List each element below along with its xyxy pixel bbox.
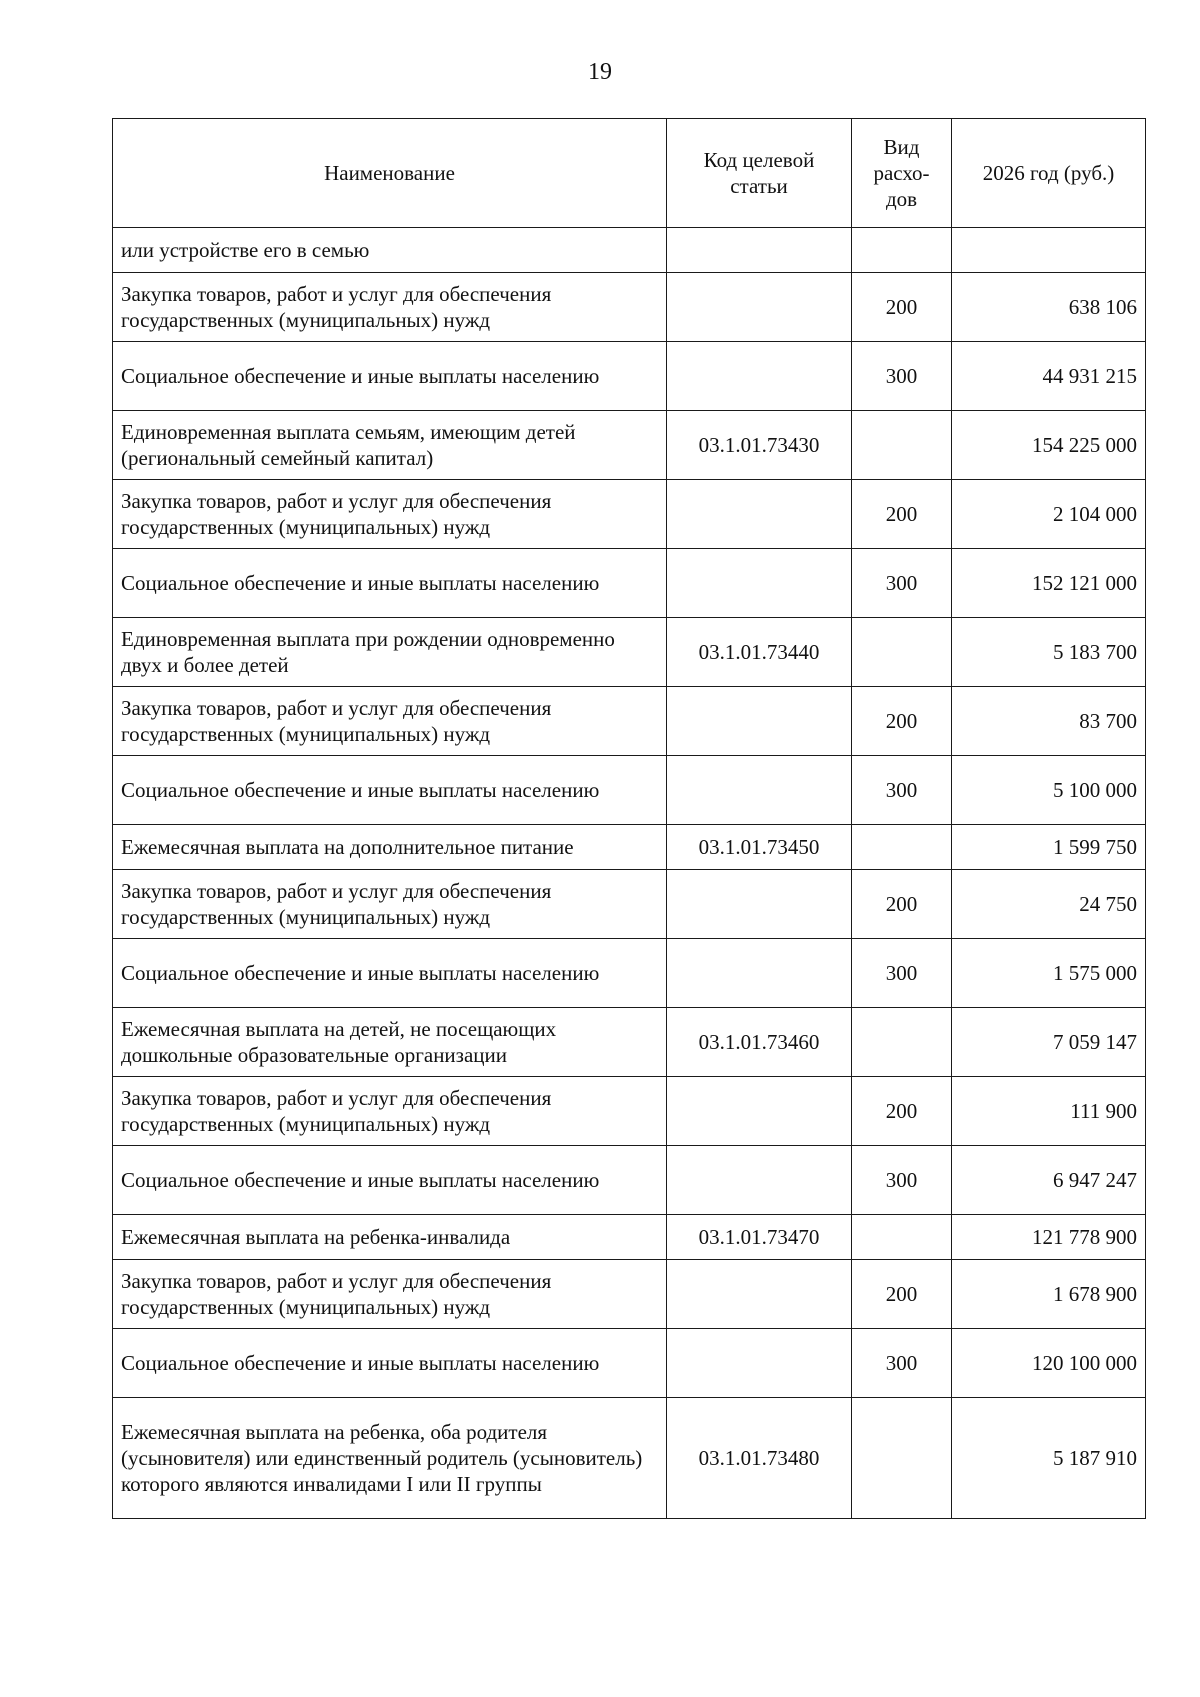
row-kind: 200 — [852, 273, 952, 342]
row-kind: 300 — [852, 1329, 952, 1398]
row-kind — [852, 618, 952, 687]
row-amount: 5 187 910 — [952, 1398, 1146, 1519]
row-code — [667, 480, 852, 549]
row-amount: 7 059 147 — [952, 1008, 1146, 1077]
row-amount: 44 931 215 — [952, 342, 1146, 411]
row-amount: 121 778 900 — [952, 1215, 1146, 1260]
row-name: Ежемесячная выплата на детей, не посещающих дошкольные образовательные организации — [113, 1008, 667, 1077]
row-amount: 6 947 247 — [952, 1146, 1146, 1215]
row-code: 03.1.01.73470 — [667, 1215, 852, 1260]
row-code — [667, 273, 852, 342]
row-code — [667, 549, 852, 618]
row-name: или устройстве его в семью — [113, 228, 667, 273]
table-row — [113, 1008, 1146, 1077]
row-amount: 638 106 — [952, 273, 1146, 342]
table-row — [113, 687, 1146, 756]
row-kind — [852, 1398, 952, 1519]
table-row — [113, 1398, 1146, 1519]
row-code: 03.1.01.73460 — [667, 1008, 852, 1077]
row-kind — [852, 411, 952, 480]
table-row — [113, 756, 1146, 825]
row-kind: 200 — [852, 870, 952, 939]
row-code: 03.1.01.73480 — [667, 1398, 852, 1519]
row-kind: 300 — [852, 756, 952, 825]
row-code — [667, 870, 852, 939]
row-kind: 200 — [852, 687, 952, 756]
row-name: Социальное обеспечение и иные выплаты населению — [113, 939, 667, 1008]
row-amount: 5 100 000 — [952, 756, 1146, 825]
row-kind: 200 — [852, 1077, 952, 1146]
row-amount: 1 678 900 — [952, 1260, 1146, 1329]
row-kind — [852, 1215, 952, 1260]
row-amount: 154 225 000 — [952, 411, 1146, 480]
table-row — [113, 228, 1146, 273]
table-row — [113, 939, 1146, 1008]
row-name: Закупка товаров, работ и услуг для обеспечения государственных (муниципальных) нужд — [113, 1077, 667, 1146]
row-amount: 1 575 000 — [952, 939, 1146, 1008]
row-code — [667, 342, 852, 411]
row-kind — [852, 228, 952, 273]
row-code: 03.1.01.73430 — [667, 411, 852, 480]
row-amount: 111 900 — [952, 1077, 1146, 1146]
row-amount: 24 750 — [952, 870, 1146, 939]
table-row — [113, 273, 1146, 342]
row-name: Закупка товаров, работ и услуг для обеспечения государственных (муниципальных) нужд — [113, 273, 667, 342]
row-name: Ежемесячная выплата на ребенка-инвалида — [113, 1215, 667, 1260]
row-amount: 1 599 750 — [952, 825, 1146, 870]
row-kind — [852, 1008, 952, 1077]
row-code — [667, 1260, 852, 1329]
row-amount: 5 183 700 — [952, 618, 1146, 687]
header-name: Наименование — [113, 119, 667, 228]
table-row — [113, 411, 1146, 480]
row-code — [667, 228, 852, 273]
row-name: Единовременная выплата семьям, имеющим детей (региональный семейный капитал) — [113, 411, 667, 480]
table-row — [113, 618, 1146, 687]
row-kind: 300 — [852, 1146, 952, 1215]
row-amount — [952, 228, 1146, 273]
row-name: Ежемесячная выплата на дополнительное питание — [113, 825, 667, 870]
row-code: 03.1.01.73450 — [667, 825, 852, 870]
row-kind: 300 — [852, 342, 952, 411]
row-kind: 300 — [852, 549, 952, 618]
budget-table — [112, 118, 1146, 1519]
row-code — [667, 939, 852, 1008]
row-kind — [852, 825, 952, 870]
page-number: 19 — [588, 59, 612, 85]
row-amount: 83 700 — [952, 687, 1146, 756]
header-kind: Вид расхо-дов — [852, 119, 952, 228]
header-code: Код целевой статьи — [667, 119, 852, 228]
row-amount: 120 100 000 — [952, 1329, 1146, 1398]
row-name: Закупка товаров, работ и услуг для обеспечения государственных (муниципальных) нужд — [113, 480, 667, 549]
row-name: Социальное обеспечение и иные выплаты населению — [113, 549, 667, 618]
table-row — [113, 342, 1146, 411]
table-row — [113, 825, 1146, 870]
row-code — [667, 1077, 852, 1146]
row-name: Закупка товаров, работ и услуг для обеспечения государственных (муниципальных) нужд — [113, 870, 667, 939]
row-name: Закупка товаров, работ и услуг для обеспечения государственных (муниципальных) нужд — [113, 1260, 667, 1329]
row-name: Социальное обеспечение и иные выплаты населению — [113, 1146, 667, 1215]
table-row — [113, 870, 1146, 939]
header-amount: 2026 год (руб.) — [952, 119, 1146, 228]
row-code — [667, 1329, 852, 1398]
row-name: Социальное обеспечение и иные выплаты населению — [113, 342, 667, 411]
table-row — [113, 480, 1146, 549]
table-row — [113, 1146, 1146, 1215]
table-row — [113, 1077, 1146, 1146]
row-kind: 200 — [852, 1260, 952, 1329]
row-code — [667, 1146, 852, 1215]
table-row — [113, 549, 1146, 618]
row-code: 03.1.01.73440 — [667, 618, 852, 687]
row-name: Социальное обеспечение и иные выплаты населению — [113, 756, 667, 825]
table-header-row — [113, 119, 1146, 228]
row-amount: 2 104 000 — [952, 480, 1146, 549]
row-kind: 300 — [852, 939, 952, 1008]
row-code — [667, 756, 852, 825]
row-name: Социальное обеспечение и иные выплаты населению — [113, 1329, 667, 1398]
row-code — [667, 687, 852, 756]
table-row — [113, 1260, 1146, 1329]
row-name: Закупка товаров, работ и услуг для обеспечения государственных (муниципальных) нужд — [113, 687, 667, 756]
row-name: Ежемесячная выплата на ребенка, оба родителя (усыновителя) или единственный родитель (усыновитель) которого являются инвалидами I или II группы — [113, 1398, 667, 1519]
table-row — [113, 1329, 1146, 1398]
row-amount: 152 121 000 — [952, 549, 1146, 618]
row-name: Единовременная выплата при рождении одновременно двух и более детей — [113, 618, 667, 687]
table-row — [113, 1215, 1146, 1260]
row-kind: 200 — [852, 480, 952, 549]
